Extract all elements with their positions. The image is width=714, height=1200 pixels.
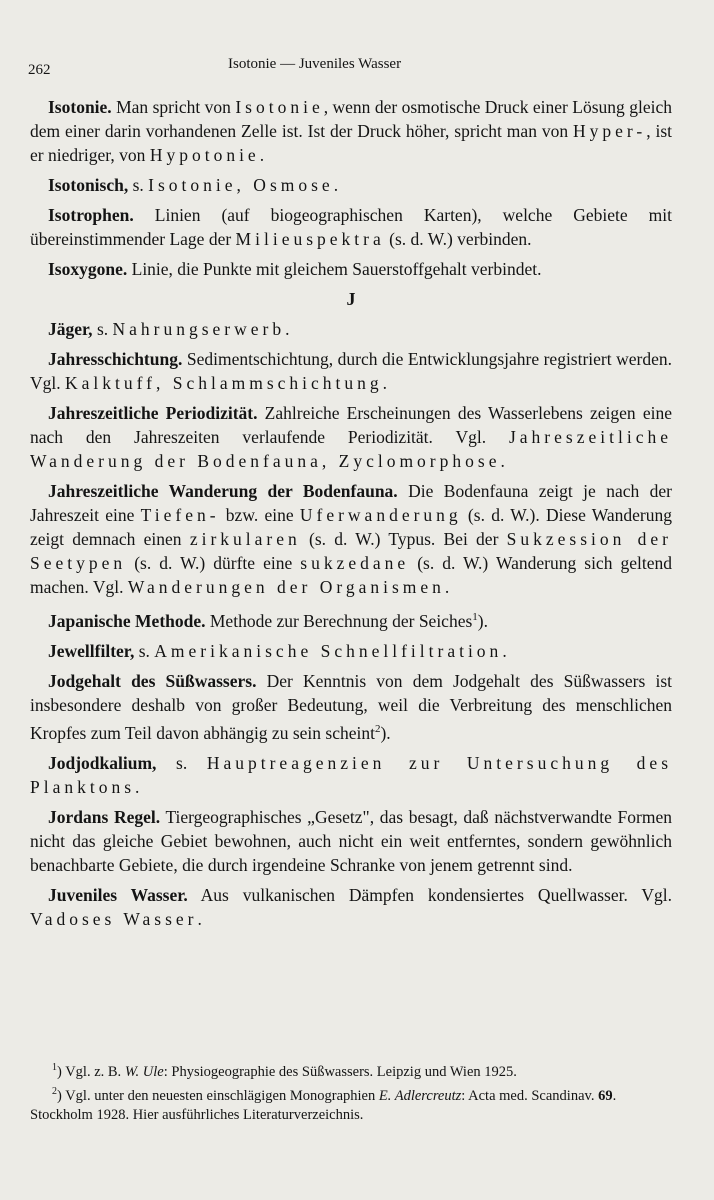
entry-term: Isoxygone. <box>48 259 128 279</box>
page-number: 262 <box>28 62 51 78</box>
section-letter: J <box>346 289 356 309</box>
footnote-mark: 1 <box>52 1062 57 1073</box>
footnotes <box>30 1058 672 1125</box>
entry-jodjodkalium: Jodjodkalium, s. Hauptreagenzien zur Untersuchung des Planktons. <box>30 752 673 797</box>
entry-term: Isotrophen. <box>48 205 134 225</box>
entry-term: Jäger, <box>48 319 93 339</box>
footnote-ref[interactable]: 2 <box>374 722 381 735</box>
footnote-ref[interactable]: 1 <box>472 611 478 623</box>
entry-jewellfilter: Jewellfilter, s. Amerikanische Schnellfiltration. <box>48 640 507 661</box>
entry-isoxygone: Isoxygone. Linie, die Punkte mit gleichem Sauerstoffgehalt verbindet. <box>48 259 542 279</box>
entry-term: Japanische Methode. <box>48 610 206 631</box>
entry-isotonie: Isotonie. Man spricht von Isotonie, wenn der osmotische Druck einer Lösung gleich dem einer darin vorhandenen Zelle ist. Ist der Druck höher, spricht man von Hyper-, ist er niedriger, von Hypotonie. <box>30 97 672 165</box>
entry-jahreszeitliche-wanderung: Jahreszeitliche Wanderung der Bodenfauna. Die Bodenfauna zeigt je nach der Jahreszeit eine Tiefen- bzw. eine Uferwanderung (s. d. W.). Diese Wanderung zeigt demnach einen zirkularen (s. d. W.) Typus. Bei der Sukzession der Seetypen (s. d. W.) dürfte eine sukzedane (s. d. W.) Wanderung sich geltend machen. Vgl. Wanderungen der Organismen. <box>30 481 673 597</box>
entry-jodgehalt: Jodgehalt des Süßwassers. Der Kenntnis von dem Jodgehalt des Süßwassers ist insbesondere deshalb von großer Bedeutung, weil die Verbreitung des menschlichen Kropfes zum Teil davon abhängig zu sein scheint$^2$). <box>30 670 672 743</box>
entry-term: Juveniles Wasser. <box>48 884 188 905</box>
entry-term: Jodjodkalium, <box>48 752 157 773</box>
entry-term: Jahresschichtung. <box>48 349 183 369</box>
footnote-2: $^2$) Vgl. unter den neuesten einschlägigen Monographien E. Adlercreutz: Acta med. Scandinav. 69. Stockholm 1928. Hier ausführliches Literaturverzeichnis. <box>30 1085 617 1123</box>
running-title: Isotonie — Juveniles Wasser <box>228 56 402 72</box>
entry-term: Jahreszeitliche Wanderung der Bodenfauna. <box>48 481 398 501</box>
entry-term: Jewellfilter, <box>48 640 135 661</box>
entry-isotonisch: Isotonisch, s. Isotonie, Osmose. <box>48 175 339 195</box>
footnote-1: $^1$) Vgl. z. B. W. Ule: Physiogeographie des Süßwassers. Leipzig und Wien 1925. <box>52 1062 517 1080</box>
dictionary-body <box>30 95 672 937</box>
entry-term: Isotonisch, <box>48 175 129 195</box>
entry-juveniles-wasser: Juveniles Wasser. Aus vulkanischen Dämpfen kondensiertes Quellwasser. Vgl. Vadoses Wasser. <box>30 884 672 929</box>
entry-jahreszeitliche-periodizitaet: Jahreszeitliche Periodizität. Zahlreiche Erscheinungen des Wasserlebens zeigen eine nach den Jahreszeiten verlaufende Periodizität. Vgl. Jahreszeitliche Wanderung der Bodenfauna, Zyclomorphose. <box>30 403 672 471</box>
entry-jahresschichtung: Jahresschichtung. Sedimentschichtung, durch die Entwicklungsjahre registriert werden. Vgl. Kalktuff, Schlammschichtung. <box>30 349 672 393</box>
entry-japanische-methode: Japanische Methode. Methode zur Berechnung der Seiches$^1$). <box>48 610 488 631</box>
footnote-mark: 2 <box>52 1085 57 1097</box>
entry-isotrophen: Isotrophen. Linien (auf biogeographischen Karten), welche Gebiete mit übereinstimmender Lage der Milieuspektra (s. d. W.) verbinden. <box>30 205 672 249</box>
entry-term: Jahreszeitliche Periodizität. <box>48 403 258 423</box>
entry-jaeger: Jäger, s. Nahrungserwerb. <box>48 319 290 339</box>
entry-term: Jordans Regel. <box>48 806 161 827</box>
entry-jordans-regel: Jordans Regel. Tiergeographisches „Gesetz", das besagt, daß nächstverwandte Formen nicht das gleiche Gebiet bewohnen, auch nicht ein weit entferntes, sondern gewöhnlich benachbarte Gebiete, die durch irgendeine Schranke von jenem getrennt sind. <box>30 806 673 875</box>
entry-term: Jodgehalt des Süßwassers. <box>48 670 257 691</box>
entry-term: Isotonie. <box>48 97 112 117</box>
